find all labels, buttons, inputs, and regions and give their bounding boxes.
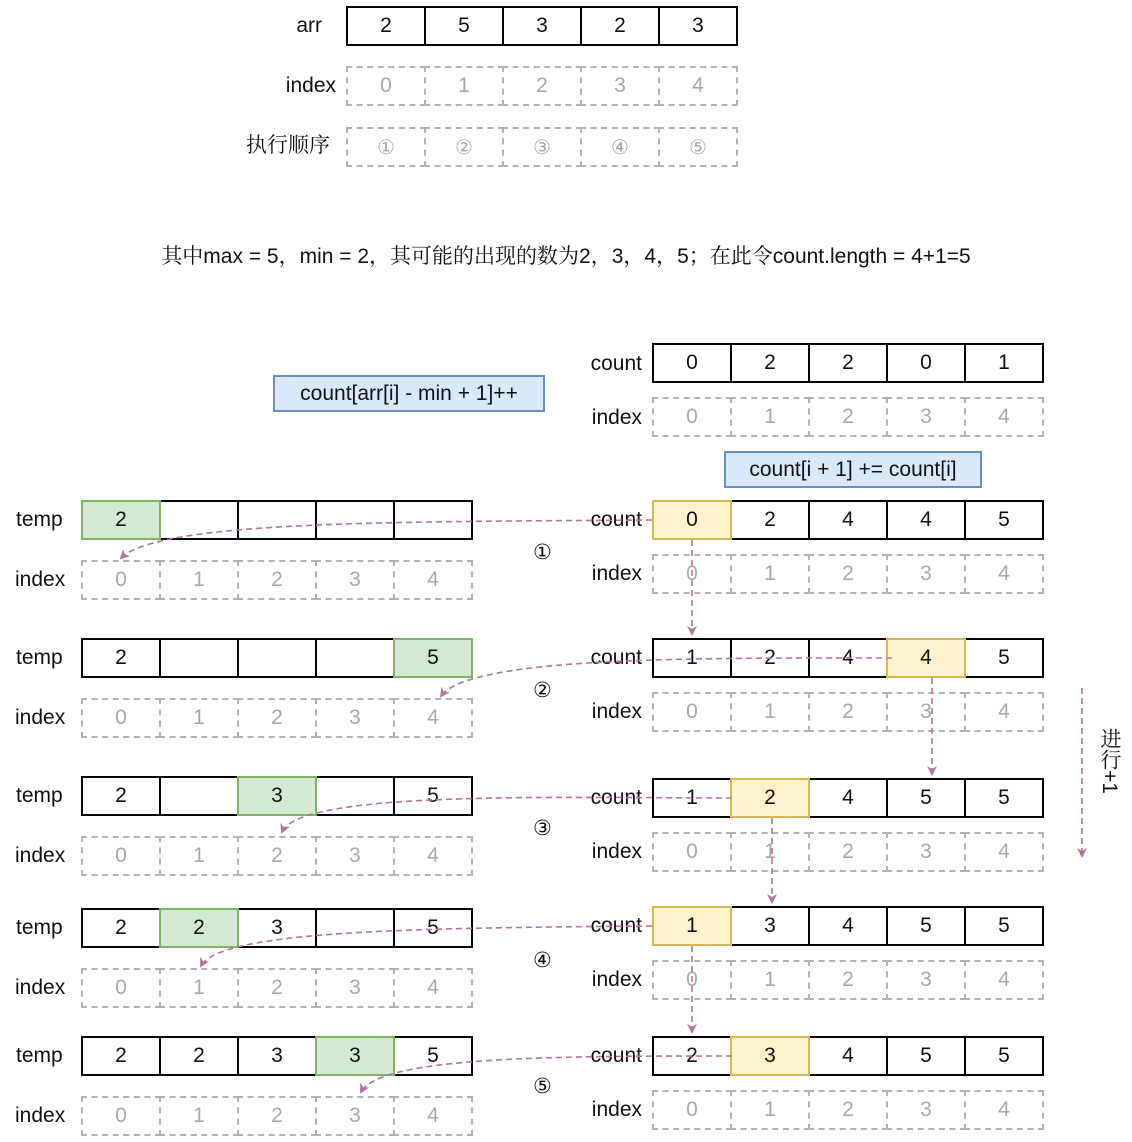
- index-cell: 0: [652, 1090, 732, 1130]
- index-cell: 2: [237, 836, 317, 876]
- arrow-step4-to-temp: [201, 926, 652, 966]
- index-cell: 2: [237, 1096, 317, 1136]
- count-index-label: index: [591, 1098, 642, 1121]
- index-cell: 2: [808, 397, 888, 437]
- temp-index-label: index: [15, 976, 66, 999]
- index-cell: 3: [886, 960, 966, 1000]
- index-cell: 4: [658, 66, 738, 106]
- temp-label: temp: [16, 1044, 63, 1067]
- index-cell: 4: [393, 560, 473, 600]
- count-cell: 2: [730, 343, 810, 383]
- temp-index-label: index: [15, 568, 66, 591]
- index-cell: 3: [886, 692, 966, 732]
- arr-cell: 2: [580, 6, 660, 46]
- index-cell: 4: [964, 692, 1044, 732]
- count-cell: 2: [730, 500, 810, 540]
- temp-cell: 2: [81, 1036, 161, 1076]
- temp-cell: 5: [393, 908, 473, 948]
- temp-label: temp: [16, 508, 63, 531]
- arr-label: arr: [296, 14, 322, 37]
- index-cell: 2: [237, 560, 317, 600]
- index-cell: 1: [159, 1096, 239, 1136]
- count-cell: 0: [652, 500, 732, 540]
- index-cell: 2: [502, 66, 582, 106]
- temp-cell: 5: [393, 638, 473, 678]
- arr-cell: 5: [424, 6, 504, 46]
- count-label: count: [590, 508, 642, 531]
- count-cell: 5: [886, 778, 966, 818]
- step-marker: ⑤: [533, 1074, 552, 1098]
- index-cell: 3: [315, 1096, 395, 1136]
- order-cell: ①: [346, 127, 426, 167]
- arrow-step2-to-temp: [441, 658, 892, 696]
- temp-cell: 3: [315, 1036, 395, 1076]
- count-init-index-label: index: [591, 406, 642, 429]
- index-cell: 3: [580, 66, 660, 106]
- count-cell: 3: [730, 906, 810, 946]
- count-cell: 3: [730, 1036, 810, 1076]
- top-index-label: index: [285, 74, 336, 97]
- count-cell: 2: [730, 778, 810, 818]
- count-index-label: index: [591, 562, 642, 585]
- index-cell: 1: [159, 560, 239, 600]
- index-cell: 1: [730, 960, 810, 1000]
- index-cell: 1: [730, 397, 810, 437]
- count-cell: 5: [964, 638, 1044, 678]
- temp-cell: 2: [81, 776, 161, 816]
- index-cell: 3: [315, 836, 395, 876]
- count-cell: 2: [652, 1036, 732, 1076]
- index-cell: 4: [964, 397, 1044, 437]
- temp-index-label: index: [15, 844, 66, 867]
- index-cell: 4: [393, 1096, 473, 1136]
- index-cell: 0: [81, 560, 161, 600]
- temp-cell: 3: [237, 1036, 317, 1076]
- index-cell: 3: [886, 397, 966, 437]
- index-cell: 3: [886, 1090, 966, 1130]
- index-cell: 2: [808, 692, 888, 732]
- index-cell: 3: [315, 698, 395, 738]
- temp-cell: 2: [159, 908, 239, 948]
- index-cell: 4: [393, 836, 473, 876]
- index-cell: 0: [652, 832, 732, 872]
- arr-cell: 2: [346, 6, 426, 46]
- index-cell: 2: [237, 698, 317, 738]
- index-cell: 3: [315, 560, 395, 600]
- index-cell: 0: [652, 397, 732, 437]
- count-label: count: [590, 1044, 642, 1067]
- count-cell: 2: [808, 343, 888, 383]
- index-cell: 2: [808, 832, 888, 872]
- temp-label: temp: [16, 916, 63, 939]
- index-cell: 0: [652, 960, 732, 1000]
- temp-cell: 3: [237, 776, 317, 816]
- side-note: 进行+1: [1098, 728, 1121, 794]
- count-cell: 1: [652, 906, 732, 946]
- count-index-label: index: [591, 840, 642, 863]
- step-marker: ④: [533, 948, 552, 972]
- index-cell: 4: [964, 832, 1044, 872]
- index-cell: 1: [730, 692, 810, 732]
- temp-cell: 2: [81, 908, 161, 948]
- count-index-label: index: [591, 968, 642, 991]
- count-cell: 5: [964, 1036, 1044, 1076]
- temp-label: temp: [16, 646, 63, 669]
- arrow-step1-to-temp: [121, 520, 652, 558]
- count-init-label: count: [590, 352, 642, 375]
- temp-index-label: index: [15, 706, 66, 729]
- formula-prefix-sum-box: count[i + 1] += count[i]: [724, 451, 982, 488]
- index-cell: 3: [886, 554, 966, 594]
- index-cell: 0: [81, 698, 161, 738]
- step-marker: ①: [533, 540, 552, 564]
- count-cell: 4: [808, 500, 888, 540]
- count-cell: 0: [652, 343, 732, 383]
- index-cell: 4: [964, 1090, 1044, 1130]
- temp-cell: 5: [393, 776, 473, 816]
- index-cell: 3: [315, 968, 395, 1008]
- index-cell: 0: [652, 692, 732, 732]
- count-cell: 4: [808, 778, 888, 818]
- temp-cell: 2: [81, 500, 161, 540]
- index-cell: 4: [393, 698, 473, 738]
- count-label: count: [590, 914, 642, 937]
- index-cell: 0: [81, 836, 161, 876]
- temp-cell: 3: [237, 908, 317, 948]
- count-cell: 4: [808, 638, 888, 678]
- index-cell: 1: [730, 832, 810, 872]
- index-cell: 2: [808, 1090, 888, 1130]
- index-cell: 1: [730, 1090, 810, 1130]
- index-cell: 3: [886, 832, 966, 872]
- count-cell: 4: [886, 638, 966, 678]
- step-marker: ③: [533, 816, 552, 840]
- order-cell: ⑤: [658, 127, 738, 167]
- temp-index-label: index: [15, 1104, 66, 1127]
- count-cell: 5: [886, 906, 966, 946]
- arr-cell: 3: [502, 6, 582, 46]
- count-label: count: [590, 646, 642, 669]
- count-label: count: [590, 786, 642, 809]
- order-cell: ③: [502, 127, 582, 167]
- temp-cell: 5: [393, 1036, 473, 1076]
- index-cell: 2: [808, 960, 888, 1000]
- temp-cell: 2: [159, 1036, 239, 1076]
- index-cell: 1: [424, 66, 504, 106]
- count-cell: 5: [964, 778, 1044, 818]
- index-cell: 0: [81, 1096, 161, 1136]
- index-cell: 4: [964, 554, 1044, 594]
- index-cell: 4: [964, 960, 1044, 1000]
- temp-label: temp: [16, 784, 63, 807]
- count-cell: 1: [964, 343, 1044, 383]
- index-cell: 1: [159, 836, 239, 876]
- order-cell: ④: [580, 127, 660, 167]
- count-index-label: index: [591, 700, 642, 723]
- count-cell: 5: [964, 500, 1044, 540]
- index-cell: 2: [237, 968, 317, 1008]
- arr-cell: 3: [658, 6, 738, 46]
- count-cell: 0: [886, 343, 966, 383]
- index-cell: 0: [346, 66, 426, 106]
- count-cell: 4: [886, 500, 966, 540]
- arrow-step3-to-temp: [282, 797, 732, 832]
- index-cell: 1: [159, 968, 239, 1008]
- index-cell: 1: [159, 698, 239, 738]
- order-label: 执行顺序: [246, 134, 330, 157]
- count-cell: 5: [886, 1036, 966, 1076]
- temp-cell: 2: [81, 638, 161, 678]
- index-cell: 2: [808, 554, 888, 594]
- index-cell: 0: [652, 554, 732, 594]
- index-cell: 1: [730, 554, 810, 594]
- step-marker: ②: [533, 678, 552, 702]
- formula-increment-box: count[arr[i] - min + 1]++: [273, 375, 545, 412]
- count-cell: 1: [652, 778, 732, 818]
- index-cell: 4: [393, 968, 473, 1008]
- index-cell: 0: [81, 968, 161, 1008]
- count-cell: 1: [652, 638, 732, 678]
- count-cell: 2: [730, 638, 810, 678]
- range-note: 其中max = 5，min = 2，其可能的出现的数为2，3，4，5；在此令count.length = 4+1=5: [161, 245, 971, 268]
- arrow-step5-to-temp: [361, 1056, 732, 1092]
- count-cell: 4: [808, 1036, 888, 1076]
- count-cell: 5: [964, 906, 1044, 946]
- count-cell: 4: [808, 906, 888, 946]
- order-cell: ②: [424, 127, 504, 167]
